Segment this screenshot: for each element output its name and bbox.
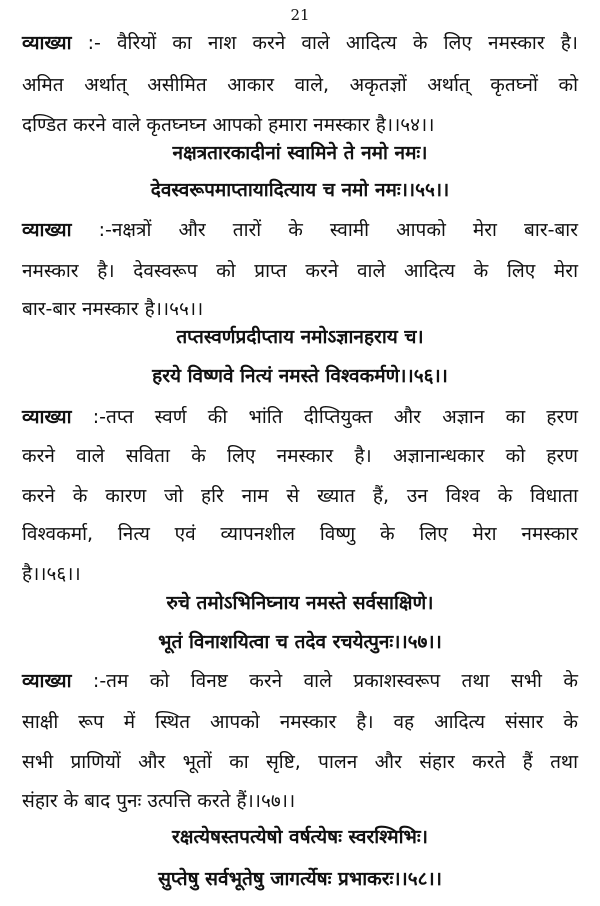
verse-55-line-2: देवस्वरूपमाप्तायादित्याय च नमो नमः।।५५।। [150, 179, 450, 201]
commentary-57-line-4: संहार के बाद पुनः उत्पत्ति करते हैं।।५७।। [22, 790, 296, 812]
commentary-56-line-2: करने वाले सविता के लिए नमस्कार है। अज्ञानान्धकार को हरण [22, 445, 578, 467]
commentary-57-line-1 [22, 669, 578, 693]
commentary-55-line-3: बार-बार नमस्कार है।।५५।। [22, 298, 204, 320]
commentary-56-line-1 [22, 405, 578, 429]
commentary-text: :- वैरियों का नाश करने वाले आदित्य के लिए नमस्कार है। [71, 32, 578, 54]
commentary-text: :-तप्त स्वर्ण की भांति दीप्तियुक्त और अज्ञान का हरण [71, 406, 578, 428]
commentary-label: व्याख्या [22, 219, 72, 241]
commentary-label: व्याख्या [22, 406, 72, 428]
commentary-label: व्याख्या [22, 32, 72, 54]
commentary-56-line-5: है।।५६।। [22, 563, 81, 585]
verse-55-line-1: नक्षत्रतारकादीनां स्वामिने ते नमो नमः। [172, 142, 428, 164]
commentary-text: :-तम को विनष्ट करने वाले प्रकाशस्वरूप तथा सभी के [71, 670, 578, 692]
commentary-54-line-3: दण्डित करने वाले कृतघ्नघ्न आपको हमारा नमस्कार है।।५४।। [22, 114, 435, 136]
verse-56-line-1: तप्तस्वर्णप्रदीप्ताय नमोऽज्ञानहराय च। [176, 326, 424, 348]
commentary-text: :-नक्षत्रों और तारों के स्वामी आपको मेरा बार-बार [71, 219, 578, 241]
commentary-55-line-2: नमस्कार है। देवस्वरूप को प्राप्त करने वाले आदित्य के लिए मेरा [22, 260, 578, 282]
verse-58-line-1: रक्षत्येषस्तपत्येषो वर्षत्येषः स्वरश्मिभिः। [172, 826, 428, 848]
commentary-54-line-2: अमित अर्थात् असीमित आकार वाले, अकृतज्ञों अर्थात् कृतघ्नों को [22, 74, 578, 96]
commentary-54-line-1 [22, 31, 578, 55]
page-number: 21 [290, 6, 310, 24]
verse-56-line-2: हरये विष्णवे नित्यं नमस्ते विश्वकर्मणे।।५६।। [152, 365, 448, 387]
commentary-label: व्याख्या [22, 670, 72, 692]
commentary-57-line-2: साक्षी रूप में स्थित आपको नमस्कार है। वह आदित्य संसार के [22, 711, 578, 733]
verse-57-line-1: रुचे तमोऽभिनिघ्नाय नमस्ते सर्वसाक्षिणे। [166, 592, 434, 614]
commentary-56-line-4: विश्वकर्मा, नित्य एवं व्यापनशील विष्णु के लिए मेरा नमस्कार [22, 523, 578, 545]
commentary-57-line-3: सभी प्राणियों और भूतों का सृष्टि, पालन और संहार करते हैं तथा [22, 751, 578, 773]
verse-58-line-2: सुप्तेषु सर्वभूतेषु जागर्त्येषः प्रभाकरः।।५८।। [158, 868, 442, 890]
verse-57-line-2: भूतं विनाशयित्वा च तदेव रचयेत्पुनः।।५७।। [158, 631, 442, 653]
commentary-56-line-3: करने के कारण जो हरि नाम से ख्यात हैं, उन विश्व के विधाता [22, 485, 578, 507]
commentary-55-line-1 [22, 218, 578, 242]
